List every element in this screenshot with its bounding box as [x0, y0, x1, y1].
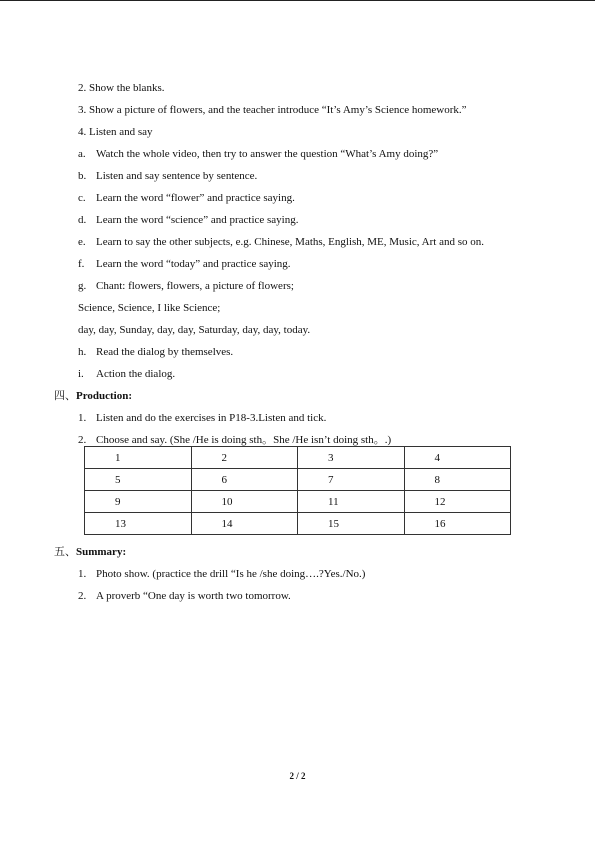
item-label: 2.: [78, 434, 87, 446]
table-cell: 14: [191, 513, 298, 535]
table-cell: 10: [191, 491, 298, 513]
sub-step-f: [78, 257, 291, 271]
sub-step-text: Learn the word “today” and practice saying.: [96, 258, 291, 270]
sub-step-label: a.: [78, 148, 86, 160]
summary-item-2: [78, 589, 291, 603]
sub-step-label: b.: [78, 170, 87, 182]
item-text: Choose and say. (She /He is doing sth。She /He isn’t doing sth。.): [96, 434, 392, 446]
production-heading: [54, 389, 132, 403]
sub-step-text: Read the dialog by themselves.: [96, 346, 234, 358]
item-label: 1.: [78, 568, 87, 580]
sub-step-label: h.: [78, 346, 87, 358]
section-number: 四、: [54, 390, 76, 402]
item-text: A proverb “One day is worth two tomorrow.: [96, 590, 291, 602]
table-cell: 9: [85, 491, 192, 513]
table-cell: 1: [85, 447, 192, 469]
top-rule: [0, 0, 595, 1]
sub-step-g: [78, 279, 294, 293]
table-cell: 16: [404, 513, 511, 535]
chant-line-1: Science, Science, I like Science;: [78, 302, 221, 314]
page-number: 2 / 2: [289, 771, 306, 781]
section-title: Summary:: [76, 546, 127, 558]
table-row: [85, 491, 511, 513]
sub-step-label: c.: [78, 192, 86, 204]
sub-step-e: [78, 235, 484, 249]
sub-step-text: Listen and say sentence by sentence.: [96, 170, 258, 182]
step-4: 4. Listen and say: [78, 126, 153, 138]
table-cell: 6: [191, 469, 298, 491]
table-cell: 7: [298, 469, 405, 491]
sub-step-text: Learn the word “science” and practice saying.: [96, 214, 299, 226]
table-cell: 8: [404, 469, 511, 491]
sub-step-label: i.: [78, 368, 84, 380]
table-cell: 13: [85, 513, 192, 535]
item-label: 1.: [78, 412, 87, 424]
section-number: 五、: [54, 546, 76, 558]
table-cell: 12: [404, 491, 511, 513]
item-text: Listen and do the exercises in P18-3.Listen and tick.: [96, 412, 327, 424]
sub-step-d: [78, 213, 298, 227]
sub-step-text: Learn to say the other subjects, e.g. Chinese, Maths, English, ME, Music, Art and so on.: [96, 236, 484, 248]
item-label: 2.: [78, 590, 87, 602]
table-row: [85, 447, 511, 469]
production-item-2: [78, 433, 391, 447]
item-text: Photo show. (practice the drill “Is he /she doing….?Yes./No.): [96, 568, 366, 580]
table-row: [85, 469, 511, 491]
chant-line-2: day, day, Sunday, day, day, Saturday, day, day, today.: [78, 324, 311, 336]
table-cell: 2: [191, 447, 298, 469]
table-row: [85, 513, 511, 535]
summary-item-1: [78, 567, 365, 581]
section-title: Production:: [76, 390, 133, 402]
table-cell: 5: [85, 469, 192, 491]
sub-step-a: [78, 147, 438, 161]
sub-step-i: [78, 367, 175, 381]
step-3: 3. Show a picture of flowers, and the teacher introduce “It’s Amy’s Science homework.”: [78, 104, 467, 116]
sub-step-text: Learn the word “flower” and practice saying.: [96, 192, 295, 204]
picture-grid-table: [84, 446, 511, 535]
summary-heading: [54, 545, 126, 559]
sub-step-label: d.: [78, 214, 87, 226]
sub-step-b: [78, 169, 257, 183]
production-item-1: [78, 411, 326, 425]
sub-step-c: [78, 191, 295, 205]
sub-step-label: g.: [78, 280, 87, 292]
table-cell: 3: [298, 447, 405, 469]
sub-step-text: Action the dialog.: [96, 368, 176, 380]
step-2: 2. Show the blanks.: [78, 82, 165, 94]
table-cell: 15: [298, 513, 405, 535]
sub-step-h: [78, 345, 233, 359]
sub-step-label: e.: [78, 236, 86, 248]
table-cell: 11: [298, 491, 405, 513]
sub-step-text: Watch the whole video, then try to answer the question “What’s Amy doing?”: [96, 148, 439, 160]
table-cell: 4: [404, 447, 511, 469]
sub-step-label: f.: [78, 258, 85, 270]
sub-step-text: Chant: flowers, flowers, a picture of flowers;: [96, 280, 294, 292]
